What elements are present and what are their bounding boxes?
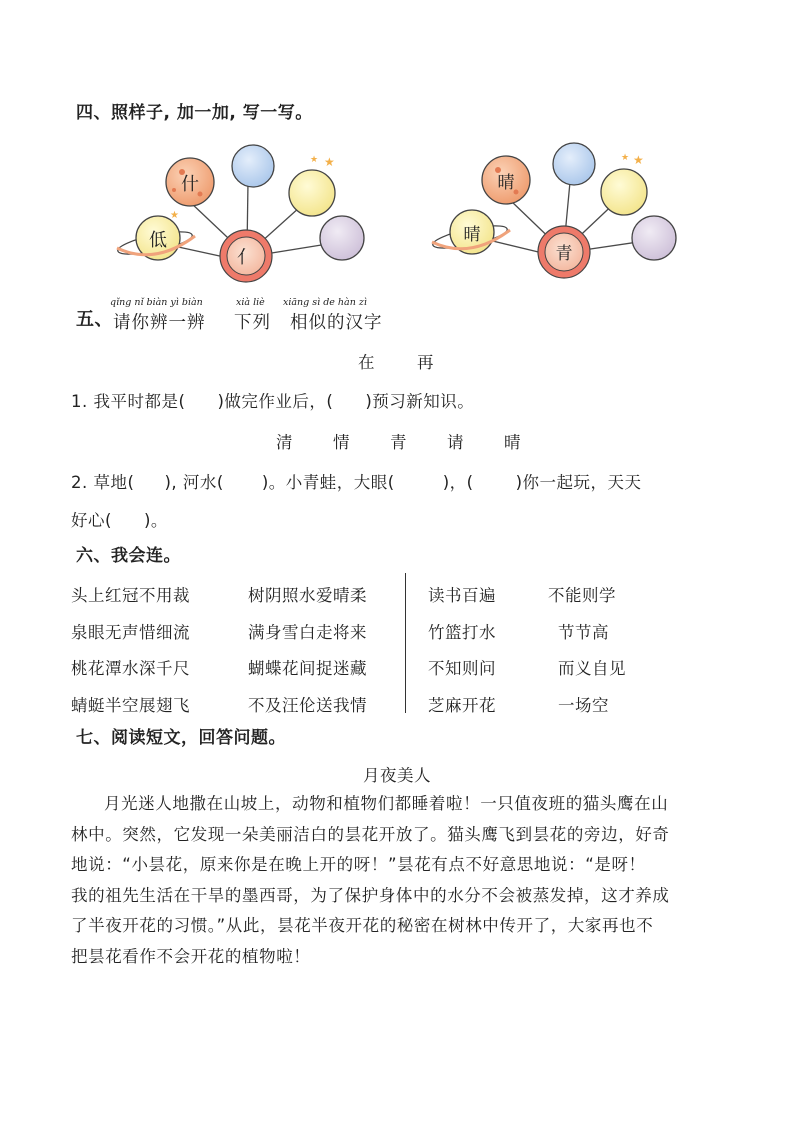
svg-text:★: ★ [310, 155, 319, 165]
match-item[interactable]: 一场空 [558, 696, 609, 716]
svg-text:★: ★ [633, 153, 644, 167]
hanzi-3: 相似的汉字 [290, 313, 383, 333]
pinyin-3: xiāng sì de hàn zì [283, 297, 367, 308]
match-item[interactable]: 蝴蝶花间捉迷藏 [248, 659, 367, 679]
column-divider [405, 573, 406, 713]
pinyin-1: qǐng nǐ biàn yì biàn [110, 297, 203, 308]
match-item[interactable]: 而义自见 [558, 659, 626, 679]
char-option: 在 [358, 353, 375, 372]
planet-yellow-left [289, 170, 335, 216]
char-option: 再 [417, 353, 434, 372]
section6-title: 六、我会连。 [76, 546, 181, 566]
svg-text:★: ★ [324, 155, 335, 169]
story-line: 我的祖先生活在干旱的墨西哥，为了保护身体中的水分不会被蒸发掉，这才养成 [71, 885, 670, 905]
hanzi-2: 下列 [234, 313, 271, 333]
story-line: 月光迷人地撒在山坡上，动物和植物们都睡着啦！一只值夜班的猫头鹰在山 [104, 794, 669, 813]
planet-blue-left [232, 145, 274, 187]
sun-label-right: 青 [555, 244, 573, 264]
planet-label-left-right: 晴 [463, 225, 481, 245]
story-body [71, 789, 726, 972]
char-option: 青 [390, 433, 407, 452]
question-2-line1: 2. 草地( ), 河水( )。小青蛙，大眼( )，( )你一起玩，天天 [71, 473, 642, 492]
planet-illustrations [100, 140, 720, 290]
char-group-2 [276, 429, 521, 453]
hanzi-1: 请你辨一辨 [113, 313, 206, 333]
char-option: 晴 [504, 433, 521, 452]
poem-column-left-b [248, 578, 367, 725]
planet-label-top-right: 晴 [497, 173, 515, 193]
match-item[interactable]: 竹篮打水 [428, 622, 496, 642]
match-item[interactable]: 蜻蜓半空展翅飞 [71, 696, 190, 716]
svg-text:★: ★ [170, 210, 179, 221]
section5-number: 五、 [76, 309, 113, 330]
right-planet-group [431, 143, 676, 278]
planet-yellow-right [601, 169, 647, 215]
match-item[interactable]: 树阴照水爱晴柔 [248, 586, 367, 605]
match-item[interactable]: 头上红冠不用裁 [71, 586, 190, 605]
match-item[interactable]: 不知则问 [428, 659, 496, 679]
match-item[interactable]: 读书百遍 [428, 586, 496, 605]
story-line: 地说：“小昙花，原来你是在晚上开的呀！”昙花有点不好意思地说：“是呀！ [71, 855, 646, 874]
pinyin-2: xià liè [236, 297, 265, 308]
planet-label-left-left: 低 [149, 230, 167, 251]
planet-purple-right [632, 216, 676, 260]
section7-title: 七、阅读短文，回答问题。 [76, 728, 286, 748]
question-2-line2: 好心( )。 [71, 511, 168, 530]
match-item[interactable]: 节节高 [558, 622, 609, 642]
match-item[interactable]: 芝麻开花 [428, 696, 496, 716]
question-1: 1. 我平时都是( )做完作业后，( )预习新知识。 [71, 392, 475, 411]
question-number: 1. [71, 392, 88, 411]
story-line: 林中。突然，它发现一朵美丽洁白的昙花开放了。猫头鹰飞到昙花的旁边，好奇 [71, 824, 670, 844]
match-item[interactable]: 不能则学 [548, 586, 616, 605]
story-line: 了半夜开花的习惯。”从此，昙花半夜开花的秘密在树林中传开了，大家再也不 [71, 916, 654, 935]
svg-text:★: ★ [621, 153, 630, 163]
planet-purple-left [320, 216, 364, 260]
planet-blue-right [553, 143, 595, 185]
char-group-1 [358, 349, 434, 373]
match-item[interactable]: 桃花潭水深千尺 [71, 659, 190, 679]
proverb-column-right-a [428, 578, 496, 725]
poem-column-left-a [71, 578, 190, 725]
char-option: 请 [447, 433, 464, 452]
char-option: 情 [333, 433, 350, 452]
char-option: 清 [276, 433, 293, 452]
left-planet-group [116, 145, 364, 282]
sun-label-left: 亻 [237, 247, 255, 268]
match-item[interactable]: 满身雪白走将来 [248, 622, 367, 642]
story-title: 月夜美人 [363, 766, 431, 785]
section4-title: 四、照样子, 加一加, 写一写。 [76, 103, 313, 123]
question-number: 2. [71, 473, 88, 492]
match-item[interactable]: 泉眼无声惜细流 [71, 622, 190, 642]
planet-label-top-left: 什 [181, 174, 199, 195]
match-item[interactable]: 不及汪伦送我情 [248, 696, 367, 716]
story-line: 把昙花看作不会开花的植物啦！ [71, 946, 311, 966]
proverb-column-right-b [548, 578, 626, 725]
